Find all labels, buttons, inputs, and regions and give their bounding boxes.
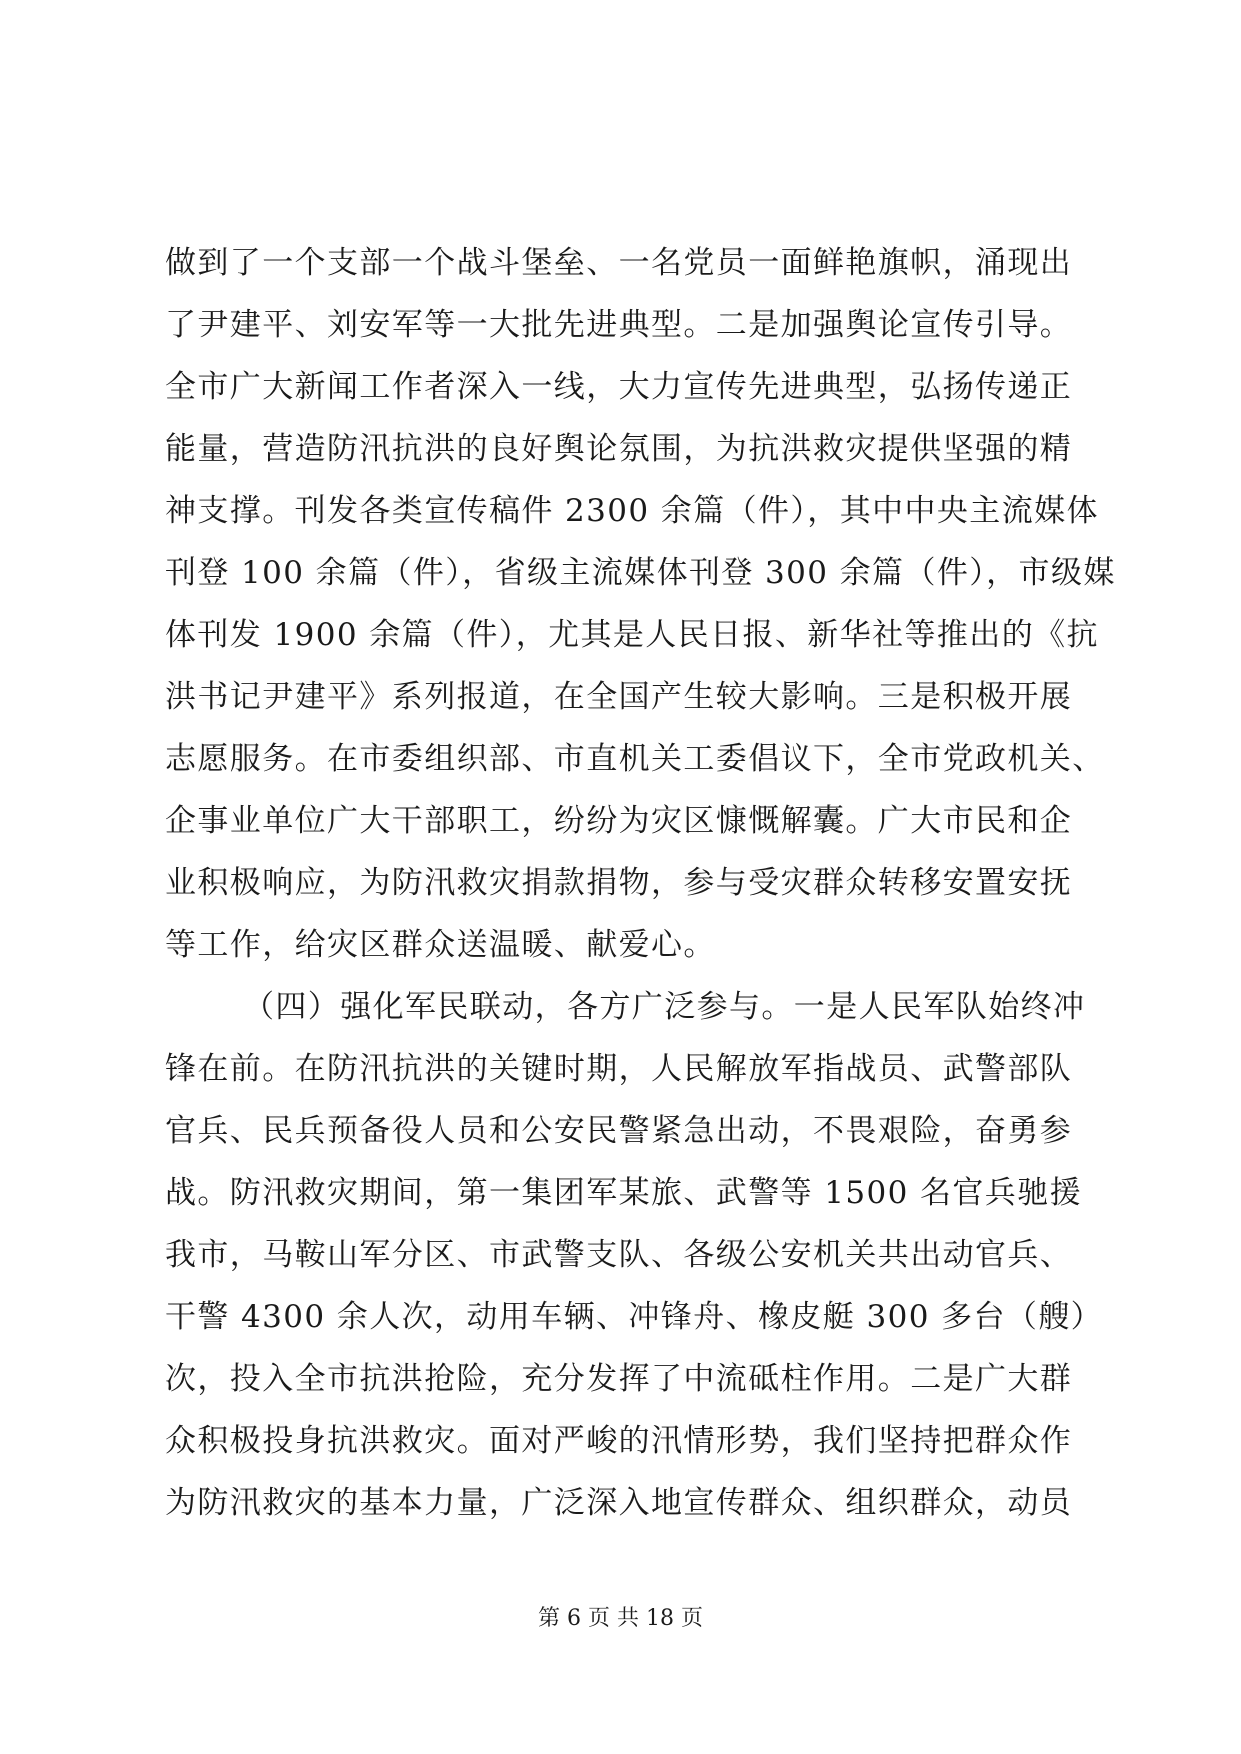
- text-line-7: 体刊发 1900 余篇（件），尤其是人民日报、新华社等推出的《抗: [165, 617, 1099, 653]
- text-line-16: 战。防汛救灾期间，第一集团军某旅、武警等 1500 名官兵驰援: [165, 1175, 1082, 1211]
- text-line-2: 了尹建平、刘安军等一大批先进典型。二是加强舆论宣传引导。: [165, 307, 1073, 343]
- text-line-18: 干警 4300 余人次，动用车辆、冲锋舟、橡皮艇 300 多台（艘）: [165, 1299, 1104, 1335]
- text-line-6: 刊登 100 余篇（件），省级主流媒体刊登 300 余篇（件），市级媒: [165, 555, 1116, 591]
- text-line-11: 业积极响应，为防汛救灾捐款捐物，参与受灾群众转移安置安抚: [165, 865, 1073, 901]
- text-line-15: 官兵、民兵预备役人员和公安民警紧急出动，不畏艰险，奋勇参: [165, 1113, 1073, 1149]
- text-line-1: 做到了一个支部一个战斗堡垒、一名党员一面鲜艳旗帜，涌现出: [165, 245, 1073, 281]
- text-line-5: 神支撑。刊发各类宣传稿件 2300 余篇（件），其中中央主流媒体: [165, 493, 1099, 529]
- text-line-3: 全市广大新闻工作者深入一线，大力宣传先进典型，弘扬传递正: [165, 369, 1073, 405]
- text-line-21: 为防汛救灾的基本力量，广泛深入地宣传群众、组织群众，动员: [165, 1485, 1073, 1521]
- text-line-19: 次，投入全市抗洪抢险，充分发挥了中流砥柱作用。二是广大群: [165, 1361, 1073, 1397]
- section-heading-line: （四）强化军民联动，各方广泛参与。一是人民军队始终冲: [243, 989, 1086, 1025]
- text-line-4: 能量，营造防汛抗洪的良好舆论氛围，为抗洪救灾提供坚强的精: [165, 431, 1073, 467]
- text-line-14: 锋在前。在防汛抗洪的关键时期，人民解放军指战员、武警部队: [165, 1051, 1073, 1087]
- text-line-20: 众积极投身抗洪救灾。面对严峻的汛情形势，我们坚持把群众作: [165, 1423, 1073, 1459]
- page-number-footer: 第 6 页 共 18 页: [538, 1606, 703, 1631]
- text-line-8: 洪书记尹建平》系列报道，在全国产生较大影响。三是积极开展: [165, 679, 1073, 715]
- text-line-17: 我市，马鞍山军分区、市武警支队、各级公安机关共出动官兵、: [165, 1237, 1073, 1273]
- body-text: [165, 232, 1116, 1534]
- text-line-9: 志愿服务。在市委组织部、市直机关工委倡议下，全市党政机关、: [165, 741, 1105, 777]
- text-line-12: 等工作，给灾区群众送温暖、献爱心。: [165, 927, 716, 963]
- text-line-10: 企事业单位广大干部职工，纷纷为灾区慷慨解囊。广大市民和企: [165, 803, 1073, 839]
